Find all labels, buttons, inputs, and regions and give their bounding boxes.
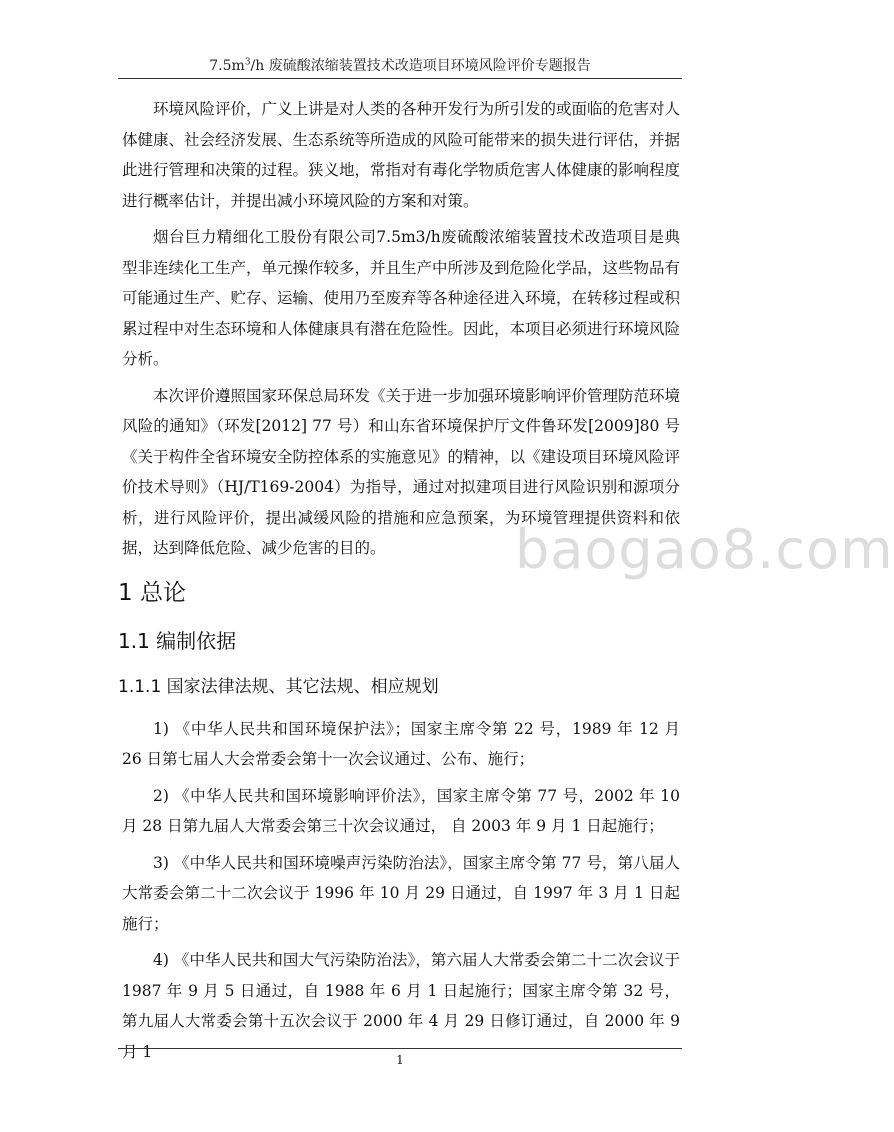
header-title-suffix: /h 废硫酸浓缩装置技术改造项目环境风险评价专题报告 [250, 58, 591, 74]
list-item: 2) 《中华人民共和国环境影响评价法》，国家主席令第 77 号，2002 年 10 月 28 日第九届人大常委会第三十次会议通过， 自 2003 年 9 月 1 日起施行； [122, 786, 680, 835]
list-item: 1) 《中华人民共和国环境保护法》；国家主席令第 22 号，1989 年 12 月 26 日第七届人大会常委会第十一次会议通过、公布、施行； [122, 719, 680, 768]
header-title-superscript: 3 [244, 57, 251, 68]
page-body [118, 94, 681, 1073]
paragraph-project: 烟台巨力精细化工股份有限公司7.5m3/h废硫酸浓缩装置技术改造项目是典型非连续化工生产，单元操作较多，并且生产中所涉及到危险化学品，这些物品有可能通过生产、贮存、运输、使用乃至废弃等各种途径进入环境，在转移过程或积累过程中对生态环境和人体健康具有潜在危险性。因此，本项目必须进行环境风险分析。 [122, 228, 681, 368]
watermark: baogao8.com [515, 518, 894, 581]
paragraph-basis: 本次评价遵照国家环保总局环发《关于进一步加强环境影响评价管理防范环境风险的通知》（环发[2012] 77 号）和山东省环境保护厅文件鲁环发[2009]80 号《关于构件全省环境安全防控体系的实施意见》的精神，以《建设项目环境风险评价技术导则》（HJ/T169-2004）为指导，通过对拟建项目进行风险识别和源项分析，进行风险评价，提出减缓风险的措施和应急预案，为环境管理提供资料和依据，达到降低危险、减少危害的目的。 [122, 386, 681, 557]
running-header [118, 55, 682, 75]
header-rule [118, 78, 682, 79]
header-title-prefix: 7.5m [209, 58, 245, 74]
paragraph-intro: 环境风险评价，广义上讲是对人类的各种开发行为所引发的或面临的危害对人体健康、社会经济发展、生态系统等所造成的风险可能带来的损失进行评估，并据此进行管理和决策的过程。狭义地，常指对有毒化学物质危害人体健康的影响程度进行概率估计，并提出减小环境风险的方案和对策。 [122, 100, 681, 210]
list-item: 4) 《中华人民共和国大气污染防治法》，第六届人大常委会第二十二次会议于 1987 年 9 月 5 日通过，自 1988 年 6 月 1 日起施行；国家主席令第 32 号，第九届人大常委会第十五次会议于 2000 年 4 月 29 日修订通过，自 2000 年 9 月 1 [122, 951, 680, 1061]
page-number: 1 [396, 1053, 404, 1067]
footer-rule [118, 1048, 682, 1049]
heading-section-1-1: 1.1 编制依据 [118, 628, 237, 653]
heading-chapter-1: 1 总论 [118, 579, 186, 606]
heading-subsection-1-1-1: 1.1.1 国家法律法规、其它法规、相应规划 [118, 676, 439, 697]
list-item: 3) 《中华人民共和国环境噪声污染防治法》，国家主席令第 77 号，第八届人大常委会第二十二次会议于 1996 年 10 月 29 日通过，自 1997 年 3 月 1 日起施行； [122, 853, 680, 933]
